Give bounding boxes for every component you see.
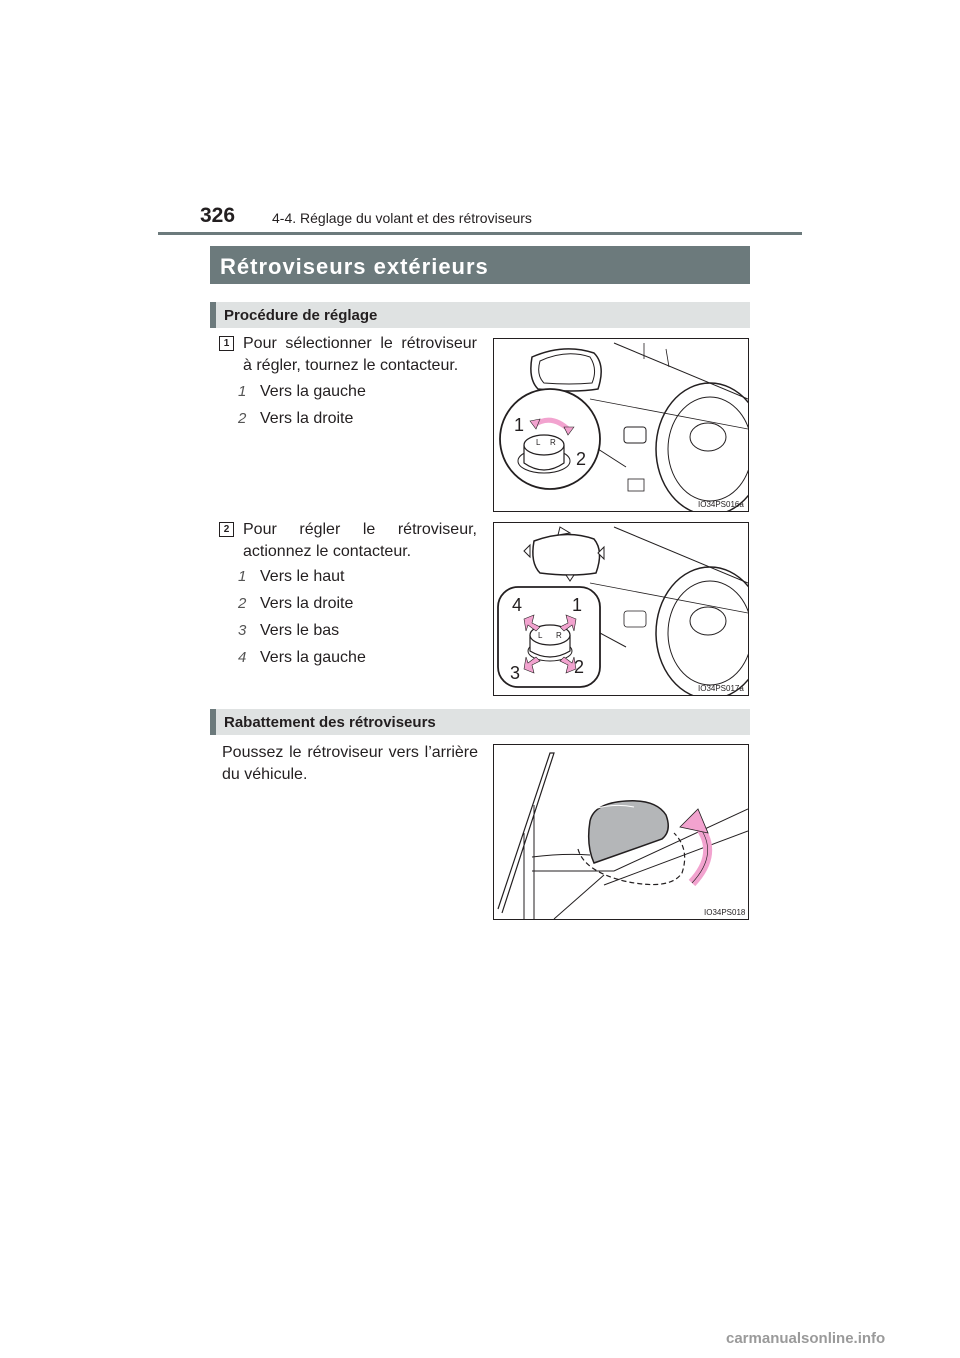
callout-2b: 2 bbox=[574, 657, 585, 677]
figure-mirror-fold-drawing bbox=[494, 745, 748, 919]
step-number-2: 2 bbox=[219, 522, 234, 537]
step-1-item-2-text: Vers la droite bbox=[260, 410, 354, 427]
callout-3: 3 bbox=[510, 663, 521, 683]
callout-4: 4 bbox=[512, 595, 523, 615]
header-rule bbox=[158, 232, 802, 235]
switch-left-label: L bbox=[536, 438, 541, 447]
step-1-text: Pour sélectionner le rétroviseur à régler, tournez le contacteur. bbox=[243, 335, 477, 374]
side-mirror-shape-2 bbox=[533, 534, 600, 575]
chapter-title: 4-4. Réglage du volant et des rétroviseurs bbox=[272, 210, 532, 226]
watermark: carmanualsonline.info bbox=[726, 1330, 886, 1347]
figure-code-3: IO34PS018 bbox=[704, 908, 746, 917]
section-title: Rétroviseurs extérieurs bbox=[210, 246, 750, 284]
step-2-item-2-number: 2 bbox=[238, 595, 247, 612]
step-1-item-1-number: 1 bbox=[238, 383, 247, 400]
figure-mirror-adjust-drawing bbox=[494, 523, 748, 695]
step-2-item-1-text: Vers le haut bbox=[260, 568, 345, 585]
switch-right-label: R bbox=[550, 438, 556, 447]
mirror-switch-knob bbox=[524, 435, 564, 455]
switch-right-label-2: R bbox=[556, 631, 562, 640]
callout-1: 1 bbox=[514, 415, 525, 435]
callout-2: 2 bbox=[576, 449, 587, 469]
figure-mirror-fold bbox=[493, 744, 749, 920]
folding-heading: Rabattement des rétroviseurs bbox=[210, 709, 750, 735]
step-2-text: Pour régler le rétroviseur, actionnez le contacteur. bbox=[243, 521, 477, 560]
switch-left-label-2: L bbox=[538, 631, 543, 640]
figure-mirror-adjust bbox=[493, 522, 749, 696]
step-1-item-1-text: Vers la gauche bbox=[260, 383, 366, 400]
step-2-item-3-text: Vers le bas bbox=[260, 622, 340, 639]
callout-1b: 1 bbox=[572, 595, 583, 615]
figure-code-2: IO34PS017a bbox=[698, 684, 744, 693]
step-2-item-4-number: 4 bbox=[238, 649, 247, 666]
step-2-item-4-text: Vers la gauche bbox=[260, 649, 366, 666]
mirror-housing bbox=[589, 801, 669, 863]
step-2-item-2-text: Vers la droite bbox=[260, 595, 354, 612]
procedure-heading: Procédure de réglage bbox=[210, 302, 750, 328]
step-1-item-2-number: 2 bbox=[238, 410, 247, 427]
figure-mirror-select-drawing bbox=[494, 339, 748, 511]
figure-mirror-select bbox=[493, 338, 749, 512]
step-number-1: 1 bbox=[219, 336, 234, 351]
step-2-item-3-number: 3 bbox=[238, 622, 247, 639]
page-number: 326 bbox=[200, 204, 236, 227]
figure-code-1: IO34PS016a bbox=[698, 500, 744, 509]
step-2-item-1-number: 1 bbox=[238, 568, 247, 585]
folding-text: Poussez le rétroviseur vers l’arrière du véhicule. bbox=[222, 744, 478, 783]
